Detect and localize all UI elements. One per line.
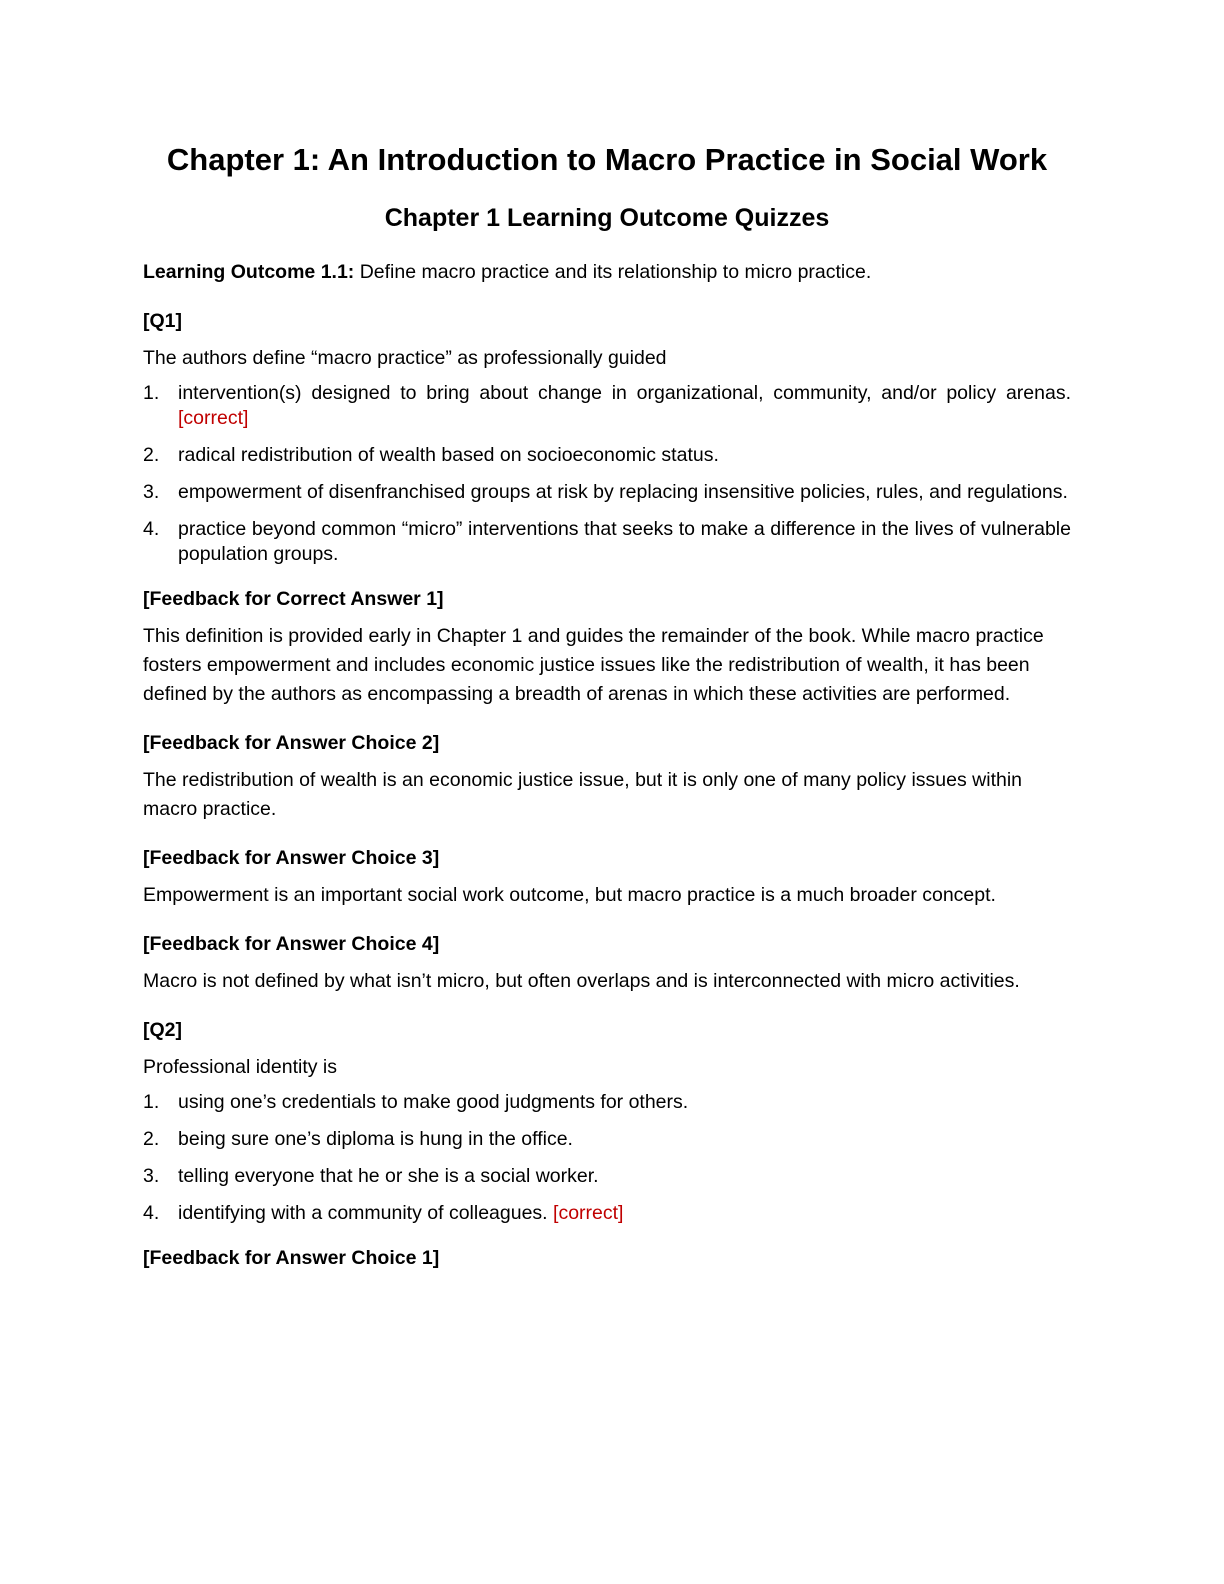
correct-tag: [correct] [178, 407, 249, 429]
choice-text: practice beyond common “micro” interventions that seeks to make a difference in the lives of vulnerable population groups. [178, 518, 1071, 565]
choice-number: 4. [143, 1202, 160, 1224]
answer-choice [143, 443, 1071, 468]
feedback-heading: [Feedback for Answer Choice 3] [143, 847, 440, 869]
learning-outcome-label: Learning Outcome 1.1: [143, 261, 355, 283]
answer-choice [143, 1127, 1071, 1152]
feedback-heading: [Feedback for Correct Answer 1] [143, 588, 444, 610]
choice-text: telling everyone that he or she is a social worker. [178, 1165, 599, 1187]
choice-number: 1. [143, 1091, 160, 1113]
feedback-body: Empowerment is an important social work outcome, but macro practice is a much broader concept. [143, 884, 996, 906]
document-content [143, 138, 1071, 1281]
choice-text: being sure one’s diploma is hung in the office. [178, 1128, 573, 1150]
feedback-heading: [Feedback for Answer Choice 2] [143, 732, 440, 754]
choice-text: radical redistribution of wealth based on socioeconomic status. [178, 444, 719, 466]
learning-outcome-text: Define macro practice and its relationship to micro practice. [354, 261, 872, 283]
choice-text: identifying with a community of colleagues. [178, 1202, 554, 1224]
answer-choice [143, 480, 1071, 505]
question-stem-q2: Professional identity is [143, 1056, 338, 1078]
choice-number: 2. [143, 444, 160, 466]
choice-text: empowerment of disenfranchised groups at risk by replacing insensitive policies, rules, and regulations. [178, 481, 1068, 503]
chapter-title: Chapter 1: An Introduction to Macro Practice in Social Work [166, 142, 1048, 177]
choice-text: using one’s credentials to make good judgments for others. [178, 1091, 689, 1113]
feedback-heading: [Feedback for Answer Choice 1] [143, 1247, 440, 1269]
question-label-q1: [Q1] [143, 310, 182, 332]
feedback-body: This definition is provided early in Chapter 1 and guides the remainder of the book. While macro practice fosters empowerment and includes economic justice issues like the redistribution of wealth, it has been defined by the authors as encompassing a breadth of arenas in which these activities are performed. [143, 625, 1044, 705]
choice-text: intervention(s) designed to bring about change in organizational, community, and/or policy arenas. [178, 382, 1071, 404]
feedback-body: Macro is not defined by what isn’t micro, but often overlaps and is interconnected with micro activities. [143, 970, 1020, 992]
feedback-heading: [Feedback for Answer Choice 4] [143, 933, 440, 955]
feedback-body: The redistribution of wealth is an economic justice issue, but it is only one of many policy issues within macro practice. [143, 769, 1023, 820]
answer-choice [143, 1090, 1071, 1115]
choice-number: 3. [143, 1165, 160, 1187]
learning-outcome [143, 258, 1071, 287]
choice-number: 2. [143, 1128, 160, 1150]
quiz-subtitle: Chapter 1 Learning Outcome Quizzes [384, 204, 830, 232]
choice-number: 1. [143, 382, 160, 404]
answer-choices-q1 [143, 381, 1071, 567]
answer-choices-q2 [143, 1090, 1071, 1226]
correct-tag: [correct] [553, 1202, 624, 1224]
choice-number: 4. [143, 518, 160, 540]
answer-choice [143, 1201, 1071, 1226]
answer-choice [143, 517, 1071, 567]
choice-number: 3. [143, 481, 160, 503]
question-label-q2: [Q2] [143, 1019, 182, 1041]
answer-choice [143, 1164, 1071, 1189]
question-stem-q1: The authors define “macro practice” as professionally guided [143, 347, 667, 369]
answer-choice [143, 381, 1071, 431]
